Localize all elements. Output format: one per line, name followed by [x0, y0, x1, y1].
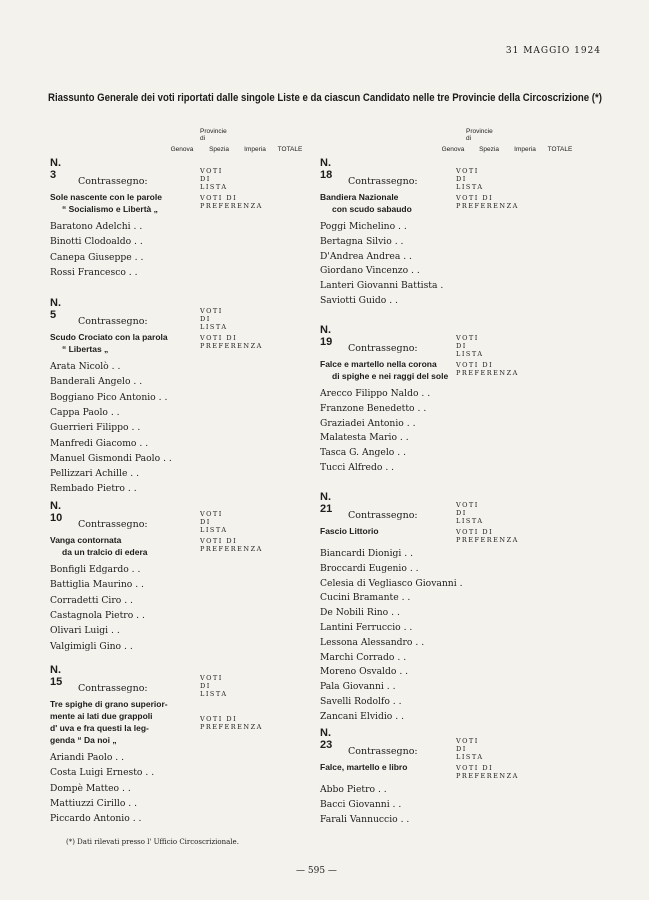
candidate-name: Moreno Osvaldo . . — [320, 666, 409, 678]
candidate-name: Farali Vannuccio . . — [320, 813, 410, 825]
page-title: Riassunto Generale dei voti riportati dalle singole Liste e da ciascun Candidato nelle tre Provincie della Circoscrizione (*) — [48, 92, 602, 104]
party-symbol-line: Tre spighe di grano superior- — [50, 699, 168, 709]
candidate-name: Costa Luigi Ernesto . . — [50, 767, 155, 779]
candidate-name: Manfredi Giacomo . . — [50, 437, 149, 449]
candidate-name: D'Andrea Andrea . . — [320, 250, 412, 262]
candidate-name: Corradetti Ciro . . — [50, 594, 133, 606]
contrassegno-label: Contrassegno: — [348, 746, 418, 757]
header-provincie: Provincie di — [200, 128, 227, 142]
list-number: N. 3 — [50, 157, 61, 181]
candidate-name: Olivari Luigi . . — [50, 625, 120, 637]
voti-di-lista-label: VOTI DI LISTA — [456, 737, 484, 761]
candidate-name: Castagnola Pietro . . — [50, 609, 145, 621]
candidate-name: Bertagna Silvio . . — [320, 235, 404, 247]
party-symbol-line: Falce, martello e libro — [320, 762, 408, 772]
party-symbol-line: Bandiera Nazionale — [320, 192, 399, 202]
voti-di-preferenza-label: VOTI DI PREFERENZA — [456, 764, 519, 780]
candidate-name: Rossi Francesco . . — [50, 266, 138, 278]
candidate-name: Celesia di Vegliasco Giovanni . — [320, 577, 463, 589]
candidate-name: Guerrieri Filippo . . — [50, 422, 141, 434]
voti-di-preferenza-label: VOTI DI PREFERENZA — [456, 361, 519, 377]
candidate-name: Arata Nicolò . . — [50, 361, 121, 372]
candidate-name: Abbo Pietro . . — [320, 784, 387, 795]
list-number: N. 10 — [50, 500, 63, 524]
voti-di-lista-label: VOTI DI LISTA — [456, 501, 484, 525]
header-imperia: Imperia — [244, 146, 266, 153]
header-imperia: Imperia — [514, 146, 536, 153]
candidate-name: Binotti Clodoaldo . . — [50, 236, 143, 248]
candidate-name: Savelli Rodolfo . . — [320, 696, 402, 707]
list-number: N. 5 — [50, 297, 61, 321]
party-symbol-line: Vanga contornata — [50, 535, 122, 545]
header-spezia: Spezia — [479, 146, 499, 153]
candidate-name: Lantini Ferruccio . . — [320, 622, 413, 633]
header-genova: Genova — [441, 146, 465, 153]
voti-di-preferenza-label: VOTI DI PREFERENZA — [200, 194, 263, 210]
candidate-name: Poggi Michelino . . — [320, 221, 407, 232]
candidate-name: Franzone Benedetto . . — [320, 402, 427, 414]
party-symbol-line: mente ai lati due grappoli — [50, 711, 153, 721]
contrassegno-label: Contrassegno: — [78, 176, 148, 187]
voti-di-preferenza-label: VOTI DI PREFERENZA — [200, 334, 263, 350]
candidate-name: Cucini Bramante . . — [320, 592, 411, 604]
party-symbol-line: genda “ Da noi „ — [50, 735, 117, 745]
candidate-name: Canepa Giuseppe . . — [50, 251, 144, 263]
header-spezia: Spezia — [209, 146, 229, 153]
candidate-name: Bacci Giovanni . . — [320, 798, 402, 810]
voti-di-preferenza-label: VOTI DI PREFERENZA — [200, 537, 263, 553]
party-symbol-line: con scudo sabaudo — [332, 204, 412, 214]
candidate-name: Arecco Filippo Naldo . . — [320, 388, 431, 399]
candidate-name: Broccardi Eugenio . . — [320, 562, 419, 574]
party-symbol-line: da un tralcio di edera — [62, 547, 148, 557]
candidate-name: Bonfigli Edgardo . . — [50, 564, 141, 575]
header-totale: TOTALE — [277, 146, 303, 153]
contrassegno-label: Contrassegno: — [78, 683, 148, 694]
page-date: 31 MAGGIO 1924 — [505, 46, 601, 56]
voti-di-lista-label: VOTI DI LISTA — [456, 167, 484, 191]
party-symbol-line: Falce e martello nella corona — [320, 359, 437, 369]
list-number: N. 21 — [320, 491, 333, 515]
party-symbol-line: Scudo Crociato con la parola — [50, 332, 168, 342]
candidate-name: Marchi Corrado . . — [320, 651, 407, 663]
candidate-name: Tucci Alfredo . . — [320, 462, 395, 473]
candidate-name: Valgimigli Gino . . — [50, 640, 133, 652]
list-number: N. 15 — [50, 664, 63, 688]
header-totale: TOTALE — [547, 146, 573, 153]
candidate-name: Cappa Paolo . . — [50, 406, 120, 418]
page-number: — 595 — — [296, 866, 337, 876]
party-symbol-line: Fascio Littorio — [320, 526, 379, 536]
voti-di-lista-label: VOTI DI LISTA — [200, 167, 228, 191]
voti-di-preferenza-label: VOTI DI PREFERENZA — [456, 194, 519, 210]
list-number: N. 18 — [320, 157, 333, 181]
contrassegno-label: Contrassegno: — [348, 176, 418, 187]
party-symbol-line: di spighe e nei raggi del sole — [332, 371, 449, 381]
candidate-name: Zancani Elvidio . . — [320, 710, 404, 722]
candidate-name: Giordano Vincenzo . . — [320, 265, 420, 277]
candidate-name: Rembado Pietro . . — [50, 483, 137, 495]
candidate-name: Biancardi Dionigi . . — [320, 548, 414, 559]
list-number: N. 23 — [320, 727, 333, 751]
contrassegno-label: Contrassegno: — [348, 510, 418, 521]
candidate-name: Manuel Gismondi Paolo . . — [50, 452, 172, 464]
contrassegno-label: Contrassegno: — [78, 519, 148, 530]
candidate-name: Lanteri Giovanni Battista . — [320, 280, 444, 292]
candidate-name: Banderali Angelo . . — [50, 376, 143, 388]
voti-di-lista-label: VOTI DI LISTA — [200, 674, 228, 698]
party-symbol-line: “ Libertas „ — [62, 344, 109, 354]
candidate-name: Graziadei Antonio . . — [320, 417, 416, 429]
party-symbol-line: Sole nascente con le parole — [50, 192, 162, 202]
candidate-name: Lessona Alessandro . . — [320, 636, 425, 648]
voti-di-preferenza-label: VOTI DI PREFERENZA — [456, 528, 519, 544]
candidate-name: Tasca G. Angelo . . — [320, 447, 407, 459]
candidate-name: Pellizzari Achille . . — [50, 468, 140, 480]
candidate-name: Battiglia Maurino . . — [50, 579, 144, 591]
voti-di-lista-label: VOTI DI LISTA — [456, 334, 484, 358]
header-provincie: Provincie di — [466, 128, 493, 142]
contrassegno-label: Contrassegno: — [348, 343, 418, 354]
candidate-name: Mattiuzzi Cirillo . . — [50, 797, 138, 809]
candidate-name: Baratono Adelchi . . — [50, 221, 143, 232]
footnote: (*) Dati rilevati presso l' Ufficio Circoscrizionale. — [66, 838, 239, 846]
candidate-name: Ariandi Paolo . . — [50, 752, 125, 763]
party-symbol-line: d' uva e fra questi la leg- — [50, 723, 149, 733]
candidate-name: Saviotti Guido . . — [320, 295, 398, 306]
voti-di-preferenza-label: VOTI DI PREFERENZA — [200, 715, 263, 731]
candidate-name: Boggiano Pico Antonio . . — [50, 391, 168, 403]
voti-di-lista-label: VOTI DI LISTA — [200, 307, 228, 331]
candidate-name: Dompè Matteo . . — [50, 782, 131, 794]
header-genova: Genova — [170, 146, 194, 153]
candidate-name: De Nobili Rino . . — [320, 607, 400, 619]
candidate-name: Malatesta Mario . . — [320, 432, 409, 444]
party-symbol-line: “ Socialismo e Libertà „ — [62, 204, 158, 214]
contrassegno-label: Contrassegno: — [78, 316, 148, 327]
list-number: N. 19 — [320, 324, 333, 348]
candidate-name: Pala Giovanni . . — [320, 681, 396, 693]
voti-di-lista-label: VOTI DI LISTA — [200, 510, 228, 534]
candidate-name: Piccardo Antonio . . — [50, 813, 142, 825]
